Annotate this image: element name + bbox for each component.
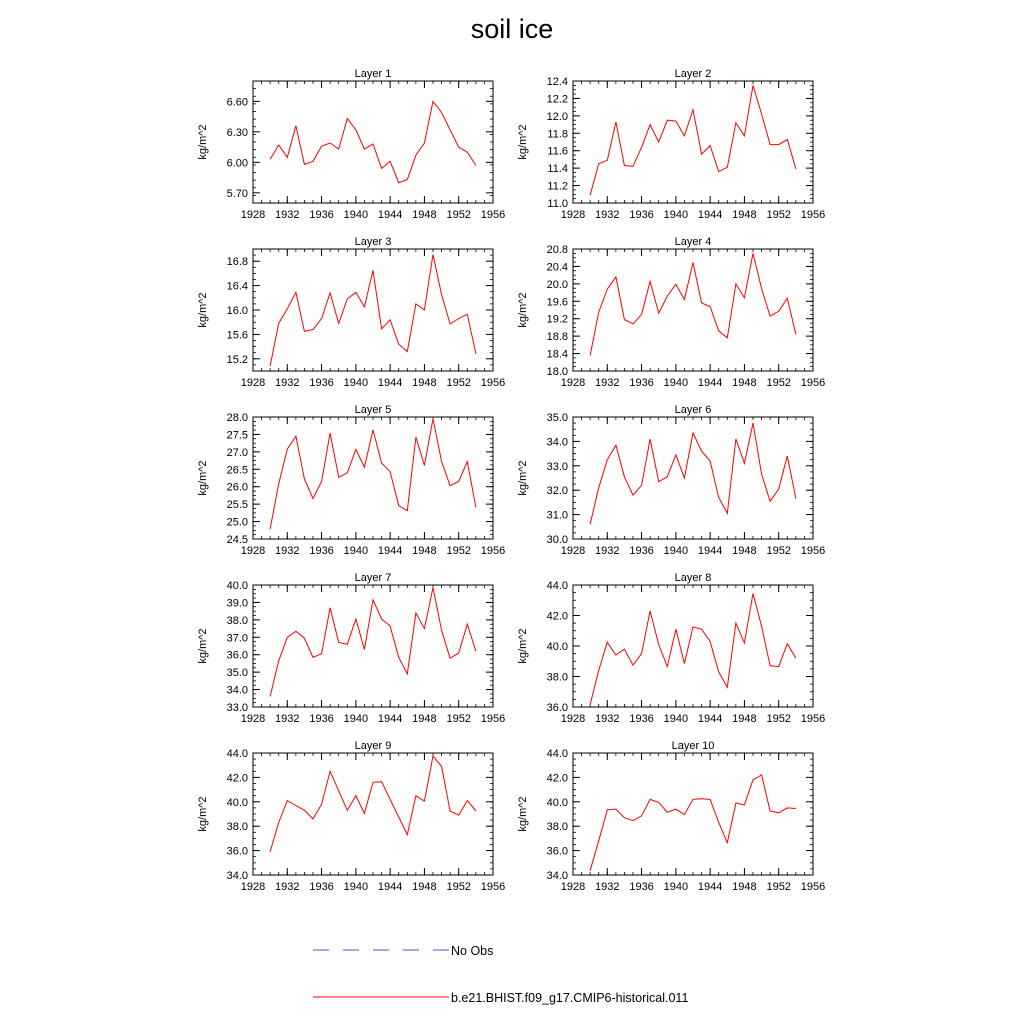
x-tick-label: 1952 <box>766 545 791 557</box>
x-tick-label: 1944 <box>377 881 403 893</box>
y-tick-label: 18.4 <box>546 348 568 361</box>
y-axis-label: kg/m^2 <box>197 796 209 832</box>
x-tick-label: 1928 <box>240 209 266 221</box>
y-tick-label: 44.0 <box>546 748 568 760</box>
y-tick-label: 5.70 <box>226 187 248 200</box>
x-tick-label: 1956 <box>480 377 506 389</box>
plot-frame <box>573 81 813 203</box>
x-tick-label: 1956 <box>800 209 826 221</box>
series-line <box>270 101 476 182</box>
y-tick-label: 19.6 <box>546 296 568 309</box>
y-tick-label: 6.60 <box>226 96 248 109</box>
y-tick-label: 34.0 <box>226 684 248 697</box>
y-tick-label: 35.0 <box>546 412 568 424</box>
x-tick-label: 1948 <box>412 209 437 221</box>
x-tick-label: 1944 <box>377 377 403 389</box>
series-line <box>590 253 796 355</box>
panel-title: Layer 8 <box>674 572 712 584</box>
x-tick-label: 1956 <box>800 881 826 893</box>
x-tick-label: 1932 <box>275 713 300 725</box>
x-tick-label: 1952 <box>446 713 471 725</box>
x-tick-label: 1932 <box>275 881 300 893</box>
y-axis-label: kg/m^2 <box>517 628 529 664</box>
x-tick-label: 1956 <box>800 377 826 389</box>
panel-title: Layer 7 <box>354 572 392 584</box>
y-tick-label: 36.0 <box>546 845 568 858</box>
y-tick-label: 12.0 <box>546 110 568 123</box>
x-tick-label: 1936 <box>629 881 654 893</box>
series-line <box>270 419 476 530</box>
x-tick-label: 1928 <box>560 545 586 557</box>
panel-title: Layer 2 <box>674 68 712 80</box>
x-tick-label: 1952 <box>766 881 791 893</box>
figure-title: soil ice <box>470 14 554 44</box>
x-tick-label: 1932 <box>595 209 620 221</box>
y-tick-label: 26.5 <box>226 464 248 477</box>
y-axis-label: kg/m^2 <box>197 292 209 328</box>
y-tick-label: 19.2 <box>546 313 568 326</box>
y-tick-label: 18.0 <box>546 366 568 378</box>
series-line <box>590 593 796 704</box>
panel-title: Layer 9 <box>354 740 392 752</box>
series-line <box>270 756 476 852</box>
x-tick-label: 1952 <box>766 713 791 725</box>
y-tick-label: 31.0 <box>546 509 568 522</box>
x-tick-label: 1944 <box>697 545 723 557</box>
y-tick-label: 6.00 <box>226 157 248 170</box>
x-tick-label: 1932 <box>275 377 300 389</box>
y-tick-label: 26.0 <box>226 481 248 494</box>
panel-layer-2 <box>517 68 825 221</box>
panel-layer-8 <box>517 572 825 725</box>
y-tick-label: 34.0 <box>226 870 248 882</box>
y-tick-label: 11.8 <box>547 128 568 141</box>
y-axis-label: kg/m^2 <box>197 628 209 664</box>
x-tick-label: 1952 <box>446 209 471 221</box>
panel-layer-10 <box>517 740 825 893</box>
x-tick-label: 1936 <box>629 377 654 389</box>
x-tick-label: 1952 <box>446 545 471 557</box>
panel-title: Layer 4 <box>674 236 712 248</box>
y-tick-label: 44.0 <box>546 580 568 592</box>
plot-frame <box>573 753 813 875</box>
series-line <box>590 423 796 524</box>
y-tick-label: 42.0 <box>546 772 568 785</box>
y-tick-label: 38.0 <box>226 614 248 627</box>
panel-layer-1 <box>197 68 505 221</box>
legend-label-2: b.e21.BHIST.f09_g17.CMIP6-historical.011 <box>451 991 689 1005</box>
x-tick-label: 1948 <box>412 713 437 725</box>
legend-label-1: No Obs <box>451 944 494 958</box>
x-tick-label: 1928 <box>560 713 586 725</box>
plot-frame <box>253 585 493 707</box>
x-tick-label: 1936 <box>309 881 334 893</box>
x-tick-label: 1952 <box>446 377 471 389</box>
x-tick-label: 1952 <box>766 209 791 221</box>
y-tick-label: 28.0 <box>226 412 248 424</box>
y-axis-label: kg/m^2 <box>197 460 209 496</box>
x-tick-label: 1936 <box>309 377 334 389</box>
x-tick-label: 1940 <box>343 209 369 221</box>
y-tick-label: 20.4 <box>546 261 568 274</box>
panel-layer-6 <box>517 404 825 557</box>
y-tick-label: 38.0 <box>546 671 568 684</box>
y-tick-label: 16.4 <box>226 280 248 293</box>
x-tick-label: 1944 <box>377 545 403 557</box>
x-tick-label: 1948 <box>412 881 437 893</box>
y-tick-label: 15.6 <box>226 329 248 342</box>
y-tick-label: 36.0 <box>546 702 568 714</box>
x-tick-label: 1936 <box>309 209 334 221</box>
x-tick-label: 1936 <box>309 713 334 725</box>
x-tick-label: 1940 <box>663 545 689 557</box>
x-tick-label: 1952 <box>766 377 791 389</box>
y-tick-label: 34.0 <box>546 436 568 449</box>
y-axis-label: kg/m^2 <box>517 124 529 160</box>
x-tick-label: 1928 <box>560 377 586 389</box>
y-tick-label: 11.6 <box>547 145 568 158</box>
y-tick-label: 34.0 <box>546 870 568 882</box>
x-tick-label: 1928 <box>560 881 586 893</box>
x-tick-label: 1932 <box>275 209 300 221</box>
y-tick-label: 36.0 <box>226 649 248 662</box>
x-tick-label: 1956 <box>480 713 506 725</box>
x-tick-label: 1956 <box>480 209 506 221</box>
panel-layer-5 <box>197 404 505 557</box>
x-tick-label: 1940 <box>343 545 369 557</box>
x-tick-label: 1936 <box>629 209 654 221</box>
x-tick-label: 1940 <box>663 377 689 389</box>
y-tick-label: 24.5 <box>226 534 248 546</box>
panel-layer-9 <box>197 740 505 893</box>
y-tick-label: 30.0 <box>546 534 568 546</box>
x-tick-label: 1940 <box>343 713 369 725</box>
x-tick-label: 1952 <box>446 881 471 893</box>
x-tick-label: 1948 <box>412 545 437 557</box>
x-tick-label: 1956 <box>800 545 826 557</box>
y-axis-label: kg/m^2 <box>517 796 529 832</box>
x-tick-label: 1932 <box>595 713 620 725</box>
x-tick-label: 1928 <box>240 377 266 389</box>
x-tick-label: 1956 <box>480 881 506 893</box>
series-line <box>590 85 796 195</box>
series-line <box>270 588 476 697</box>
x-tick-label: 1948 <box>732 881 757 893</box>
x-tick-label: 1936 <box>629 545 654 557</box>
x-tick-label: 1940 <box>663 713 689 725</box>
y-tick-label: 11.2 <box>547 180 568 193</box>
x-tick-label: 1948 <box>732 545 757 557</box>
x-tick-label: 1944 <box>697 209 723 221</box>
y-tick-label: 25.5 <box>226 499 248 512</box>
y-axis-label: kg/m^2 <box>517 292 529 328</box>
y-tick-label: 40.0 <box>546 641 568 653</box>
x-tick-label: 1944 <box>377 713 403 725</box>
x-tick-label: 1948 <box>732 209 757 221</box>
x-tick-label: 1928 <box>240 713 266 725</box>
plot-frame <box>253 81 493 203</box>
x-tick-label: 1944 <box>377 209 403 221</box>
x-tick-label: 1940 <box>343 881 369 893</box>
y-tick-label: 16.8 <box>226 256 248 269</box>
x-tick-label: 1936 <box>629 713 654 725</box>
x-tick-label: 1932 <box>595 545 620 557</box>
y-tick-label: 18.8 <box>546 331 568 344</box>
x-tick-label: 1940 <box>663 209 689 221</box>
x-tick-label: 1956 <box>480 545 506 557</box>
x-tick-label: 1944 <box>697 377 723 389</box>
x-tick-label: 1944 <box>697 713 723 725</box>
x-tick-label: 1932 <box>595 881 620 893</box>
y-tick-label: 38.0 <box>226 821 248 834</box>
x-tick-label: 1928 <box>240 881 266 893</box>
panel-title: Layer 6 <box>674 404 712 416</box>
x-tick-label: 1928 <box>240 545 266 557</box>
x-tick-label: 1932 <box>595 377 620 389</box>
y-tick-label: 37.0 <box>226 632 248 645</box>
x-tick-label: 1936 <box>309 545 334 557</box>
y-tick-label: 27.0 <box>226 446 248 459</box>
y-tick-label: 20.8 <box>546 244 568 256</box>
y-tick-label: 12.4 <box>546 76 568 88</box>
x-tick-label: 1948 <box>412 377 437 389</box>
y-tick-label: 40.0 <box>226 796 248 809</box>
y-axis-label: kg/m^2 <box>517 460 529 496</box>
y-axis-label: kg/m^2 <box>197 124 209 160</box>
x-tick-label: 1944 <box>697 881 723 893</box>
y-tick-label: 16.0 <box>226 305 248 317</box>
y-tick-label: 20.0 <box>546 278 568 291</box>
x-tick-label: 1948 <box>732 713 757 725</box>
panel-layer-4 <box>517 236 825 389</box>
plot-frame <box>573 249 813 371</box>
y-tick-label: 32.0 <box>546 485 568 498</box>
plot-frame <box>573 585 813 707</box>
plot-frame <box>253 417 493 539</box>
series-line <box>590 775 796 871</box>
y-tick-label: 33.0 <box>546 460 568 473</box>
y-tick-label: 44.0 <box>226 748 248 760</box>
y-tick-label: 15.2 <box>226 353 248 366</box>
y-tick-label: 33.0 <box>226 702 248 714</box>
y-tick-label: 11.0 <box>547 198 568 210</box>
x-tick-label: 1928 <box>560 209 586 221</box>
x-tick-label: 1940 <box>343 377 369 389</box>
y-tick-label: 40.0 <box>546 796 568 809</box>
series-line <box>270 255 476 367</box>
panel-layer-7 <box>197 572 505 725</box>
x-tick-label: 1940 <box>663 881 689 893</box>
x-tick-label: 1956 <box>800 713 826 725</box>
y-tick-label: 12.2 <box>546 93 568 106</box>
plot-frame <box>253 249 493 371</box>
panel-layer-3 <box>197 236 505 389</box>
y-tick-label: 40.0 <box>226 580 248 592</box>
panel-title: Layer 1 <box>354 68 392 80</box>
y-tick-label: 11.4 <box>547 163 568 176</box>
x-tick-label: 1948 <box>732 377 757 389</box>
y-tick-label: 38.0 <box>546 821 568 834</box>
y-tick-label: 27.5 <box>226 429 248 442</box>
legend <box>313 944 688 1005</box>
y-tick-label: 35.0 <box>226 667 248 680</box>
y-tick-label: 36.0 <box>226 845 248 858</box>
y-tick-label: 42.0 <box>226 772 248 785</box>
y-tick-label: 42.0 <box>546 610 568 623</box>
panel-title: Layer 5 <box>354 404 392 416</box>
panel-title: Layer 3 <box>354 236 392 248</box>
x-tick-label: 1932 <box>275 545 300 557</box>
y-tick-label: 39.0 <box>226 597 248 610</box>
y-tick-label: 25.0 <box>226 516 248 529</box>
y-tick-label: 6.30 <box>226 126 248 139</box>
panel-title: Layer 10 <box>671 740 715 752</box>
